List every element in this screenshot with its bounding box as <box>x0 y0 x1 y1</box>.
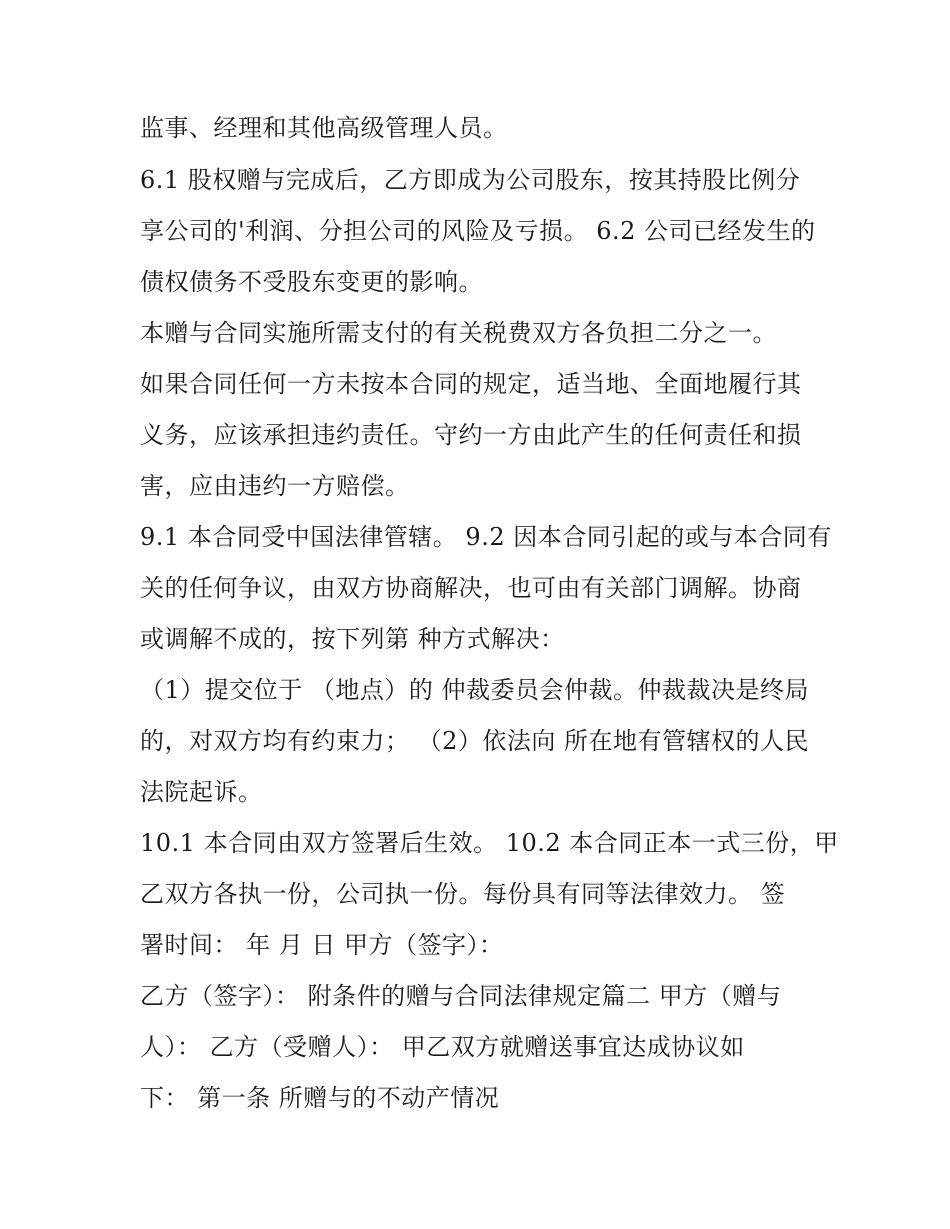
text-line-16: 乙双方各执一份，公司执一份。每份具有同等法律效力。 签 <box>140 880 786 908</box>
text-line-13: 的，对双方均有约束力； （2）依法向 所在地有管辖权的人民 <box>140 727 810 755</box>
text-line-20: 下： 第一条 所赠与的不动产情况 <box>140 1084 500 1112</box>
text-line-3: 享公司的'利润、分担公司的风险及亏损。 6.2 公司已经发生的 <box>140 217 816 245</box>
text-line-14: 法院起诉。 <box>140 778 263 806</box>
text-line-6: 如果合同任何一方未按本合同的规定，适当地、全面地履行其 <box>140 370 802 398</box>
text-line-12: （1）提交位于 （地点）的 仲裁委员会仲裁。仲裁裁决是终局 <box>140 676 810 704</box>
text-line-7: 义务，应该承担违约责任。守约一方由此产生的任何责任和损 <box>140 421 802 449</box>
text-line-8: 害，应由违约一方赔偿。 <box>140 472 410 500</box>
text-line-17: 署时间： 年 月 日 甲方（签字）： <box>140 931 504 959</box>
text-line-15: 10.1 本合同由双方签署后生效。 10.2 本合同正本一式三份，甲 <box>140 829 839 857</box>
text-line-11: 或调解不成的，按下列第 种方式解决： <box>140 625 565 653</box>
text-line-5: 本赠与合同实施所需支付的有关税费双方各负担二分之一。 <box>140 319 777 347</box>
text-line-10: 关的任何争议，由双方协商解决，也可由有关部门调解。协商 <box>140 574 802 602</box>
text-line-9: 9.1 本合同受中国法律管辖。 9.2 因本合同引起的或与本合同有 <box>140 523 832 551</box>
text-line-2: 6.1 股权赠与完成后，乙方即成为公司股东，按其持股比例分 <box>140 166 801 194</box>
text-line-19: 人）： 乙方（受赠人）： 甲乙双方就赠送事宜达成协议如 <box>140 1033 745 1061</box>
text-line-1: 监事、经理和其他高级管理人员。 <box>140 114 508 142</box>
text-line-18: 乙方（签字）： 附条件的赠与合同法律规定篇二 甲方（赠与 <box>140 982 782 1010</box>
text-line-4: 债权债务不受股东变更的影响。 <box>140 268 483 296</box>
